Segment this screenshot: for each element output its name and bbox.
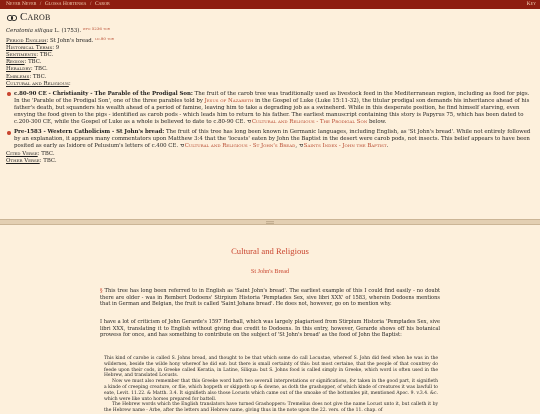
historical-terms-label[interactable]: Historical Terms [6,45,53,52]
block-quote [104,356,438,414]
drag-handle-icon[interactable] [266,221,274,224]
cited-verse-label[interactable]: Cited Verse [6,150,38,157]
cultural-religious-label[interactable]: Cultural and Religious [6,80,69,87]
emblems-row [6,74,534,81]
period-english-label[interactable]: Period English [6,38,47,45]
cultural-religious-row [6,81,534,88]
entry-pane [0,9,540,219]
nav-separator: / [39,1,42,7]
nav-key-link[interactable]: Key [526,1,536,7]
entry-heading: Pre-1583 - Western Catholicism - St John's bread: [14,129,165,136]
quote-paragraph: The Hebrew words which the English translators have turned Grashoppers: Tremelius does not give the name Locust unto it, but calleth it by the Hebrew name - Arbe, after the letters and Hebrew name, giving thus in the note upon the 22. vers. of the 11. chap. of [104,402,438,414]
botanical-author: L. (1753). [52,28,82,34]
title-row [6,12,534,24]
jesus-link[interactable]: Jesus of Nazareth [204,97,254,104]
entry-text: . [386,143,389,150]
section-heading: Cultural and Religious [231,246,309,256]
entry-text: , [295,143,299,150]
sentiments-row [6,52,534,59]
essay-paragraph [100,288,440,308]
nav-home-link[interactable]: Never Never [6,1,37,7]
sentiments-label[interactable]: Sentiments [6,52,37,59]
quote-paragraph: This kind of carobe is called S. Johns bread, and thought to be that which some do call Locustae, whereof S. John did feed when he was in the wildernes, beside the wilde hony whereof he did eat: but there is small certainty of this: but most certaine, that the people of that countrey do feede upon their cods, in Greeke called Keratia, in Latine, Siliqua: but S. Johns food is called simply in Greeke, which word is often used in the Hebrew, and translated Locusts. [104,356,438,379]
entry-text: The fruit of this tree has long been known in Germanic languages, including English, as 'St John's bread'. While not entirely followed by an explanation, it appears many commentators upon Matthew 3:4 that the 'locusts' eaten by John the Baptist in the desert were carob pods, not insects. This belief appears to have been posited as early as Isidore of Pelusium's letters of c.400 CE. [14,129,531,150]
quote-paragraph: Now we must also remember that this Greeke word hath two severall interpretations or significations, for taken in the good part, it signifieth a kinde of creeping creature, or flie, which hoppeth or skippeth up & downe, as doth the grashopper, of which kinde of creatures it was lawfull to eate, Levit. 11.22. & Matth. 3.4. It signifieth also those Locusts which came out of the smoake of the bottomles pit, mentioned Apoc. 9. v.3.4. &c. which were like unto horses prepared for battell. [104,379,438,402]
list-item [6,129,534,150]
botanical-name: Ceratonia siliqua [6,28,53,34]
emblems-value: : TBC. [29,73,47,80]
sentiments-value: : TBC. [36,52,54,59]
botanical-name-row [6,25,534,35]
region-label[interactable]: Region [6,59,25,66]
nav-current: Carob [94,1,110,7]
prodigal-son-link[interactable]: Cultural and Religious - The Prodigal Son [251,119,368,126]
bullet-icon [7,92,11,96]
top-nav-bar [0,0,540,9]
region-value: : TBC. [24,59,42,66]
region-row [6,59,534,66]
period-ref-link[interactable]: ld.80 tor [95,36,114,42]
flower-icon [6,13,18,23]
cultural-religious-value: : [68,80,71,87]
entry-text: below. [367,119,387,126]
paragraph-text: This tree has long been referred to in English as 'Saint John's bread'. The earliest example of this I could find easily - no doubt there are older - was in Rembert Dodoens' Stirpium Historia 'Pemptades Sex, sive libri XXX' of 1583, wherein Dodoens mentions that in German and Belgian, the fruit is called 'Saint Johans bread'. He does not, however, go on to mention why. [100,288,440,308]
botanical-ref-link[interactable]: wfo 5236 tor [82,26,110,31]
other-verse-value: : TBC. [39,157,57,164]
john-baptist-link[interactable]: Saints Index - John the Baptist [303,143,387,150]
period-english-value: : St John's bread. [46,38,94,45]
st-johns-bread-link[interactable]: Cultural and Religious - St John's Bread [184,143,296,150]
paragraph-mark: § [100,288,103,294]
cited-verse-value: : TBC. [37,150,55,157]
nav-separator: / [89,1,92,7]
page-title: Carob [20,11,51,24]
bullet-icon [7,131,11,135]
list-item [6,91,534,126]
heraldry-value: : TBC. [30,66,48,73]
historical-terms-value: : 9 [52,45,60,52]
heraldry-label[interactable]: Heraldry [6,66,31,73]
entry-text: in the Gospel of Luke (Luke 15:11-32), the titular prodigal son demands his inheritance ahead of his father's death, but squanders his wealth ahead of a period of famine, leaving him to take a degrading job as a swineherd. While in this desperate position, he find himself starving, even envying the food given to the pigs - identified as carob pods - which leads him to return to his father. The earliest manuscript containing this story is Papyrus 75, which has been dated to c.200-300 CE, while the Gospel of Luke as a whole is believed to date to c.80-90 CE. [14,97,530,126]
cited-verse-row [6,151,534,158]
historical-terms-row [6,45,534,52]
nav-section-link[interactable]: Glossa Hortensia [44,1,87,7]
entry-text: The fruit of the carob tree was traditionally used as livestock feed in the Mediterranean region, including as food for pigs. In the 'Parable of the Prodigal Son', one of the three parables told by [14,90,530,104]
essay-pane [0,225,540,414]
heraldry-row [6,66,534,73]
other-verse-label[interactable]: Other Verse [6,157,40,164]
subsection-heading: St John's Bread [250,268,290,275]
entry-heading: c.80-90 CE - Christianity - The Parable of the Prodigal Son: [14,90,193,97]
period-english-row [6,35,534,45]
essay-paragraph [100,319,440,339]
emblems-label[interactable]: Emblems [6,73,30,80]
paragraph-text: I have a lot of criticism of John Gerarde's 1597 Herball, which was largely plagiarised from Stirpium Historia 'Pemptades Sex, sive libri XXX, translating it to English without giving due credit to Dodoens. In this entry, however, Gerarde shows off his botanical prowess for once, and has something to contribute on the subject of 'St John's bread' as the food of John the Baptist: [100,319,440,339]
other-verse-row [6,158,534,165]
